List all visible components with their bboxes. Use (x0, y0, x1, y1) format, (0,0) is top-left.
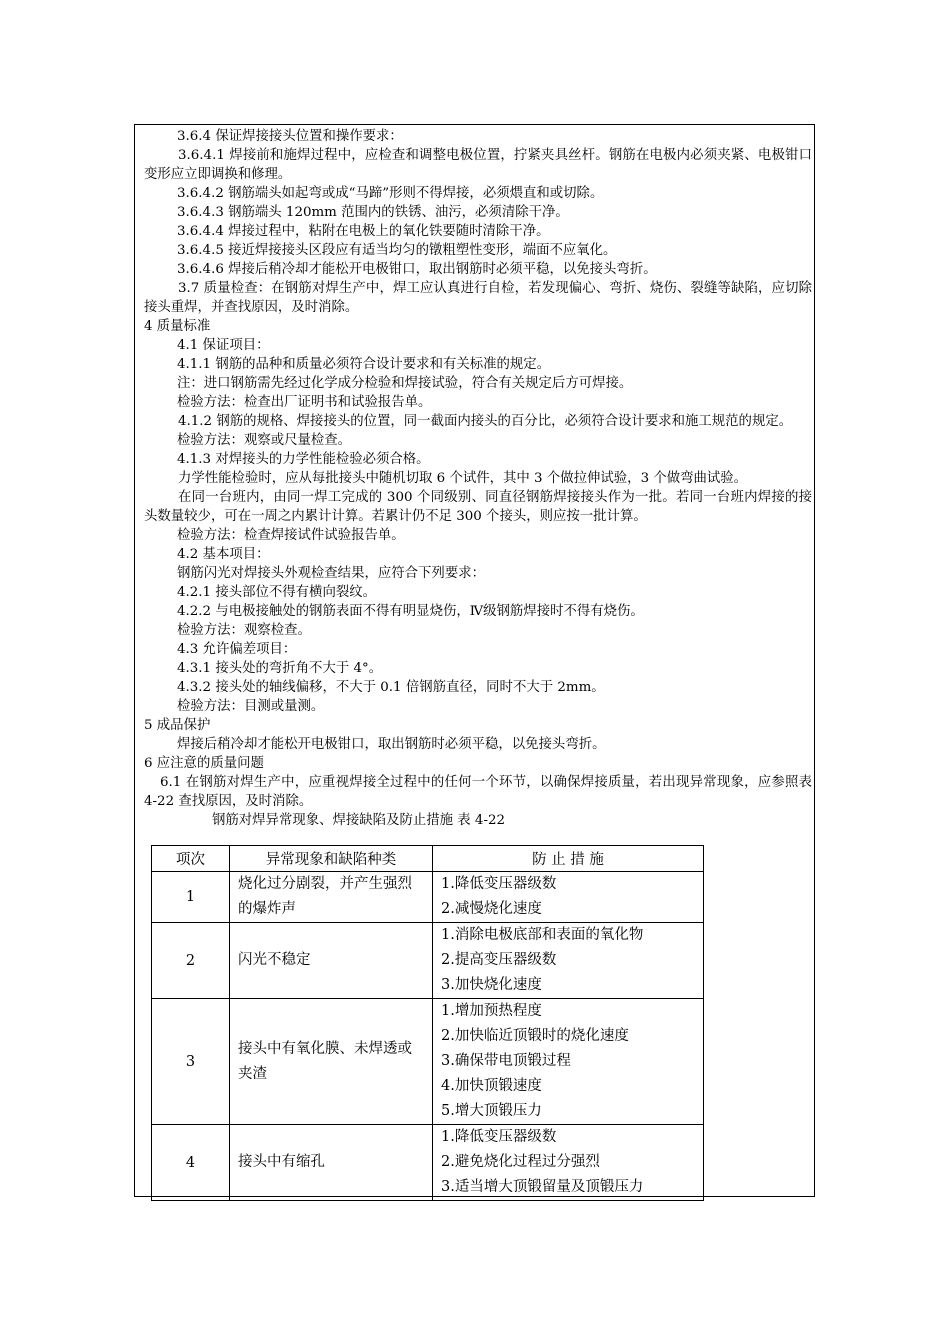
measure-item: 2.加快临近顶锻时的烧化速度 (441, 1028, 629, 1044)
abnormal-description: 接头中有氧化膜、未焊透或夹渣 (230, 999, 433, 1125)
measure-item: 3.确保带电顶锻过程 (441, 1053, 571, 1069)
measure-item: 1.消除电极底部和表面的氧化物 (441, 927, 644, 943)
paragraph: 力学性能检验时，应从每批接头中随机切取 6 个试件，其中 3 个做拉伸试验，3 个做弯曲试验。 (178, 471, 748, 486)
paragraph: 检验方法：观察检查。 (177, 623, 311, 638)
table-row (152, 999, 704, 1125)
paragraph: 4.3.1 接头处的弯折角不大于 4°。 (177, 661, 383, 676)
paragraph: 5 成品保护 (144, 718, 211, 733)
measure-item: 2.避免烧化过程过分强烈 (441, 1154, 600, 1170)
measure-item: 2.提高变压器级数 (441, 952, 557, 968)
header-abnormal: 异常现象和缺陷种类 (230, 846, 433, 872)
paragraph: 3.6.4.1 焊接前和施焊过程中，应检查和调整电极位置，拧紧夹具丝杆。钢筋在电极内必须夹紧、电极钳口变形应立即调换和修理。 (144, 148, 812, 182)
paragraph: 焊接后稍冷却才能松开电极钳口，取出钢筋时必须平稳，以免接头弯折。 (177, 737, 606, 752)
measure-item: 1.增加预热程度 (441, 1003, 542, 1019)
paragraph: 3.6.4.3 钢筋端头 120mm 范围内的铁锈、油污，必须清除干净。 (177, 205, 569, 220)
paragraph: 3.6.4 保证焊接接头位置和操作要求： (177, 129, 403, 144)
abnormal-description: 烧化过分剧裂，并产生强烈的爆炸声 (230, 872, 433, 923)
paragraph: 3.6.4.4 焊接过程中，粘附在电极上的氧化铁要随时清除干净。 (177, 224, 550, 239)
paragraph: 4.3 允许偏差项目： (177, 642, 297, 657)
table-caption: 钢筋对焊异常现象、焊接缺陷及防止措施 表 4-22 (212, 813, 506, 828)
text-block (144, 127, 812, 811)
measure-item: 2.减慢烧化速度 (441, 901, 542, 917)
measure-item: 1.降低变压器级数 (441, 876, 557, 892)
paragraph: 4.1 保证项目： (177, 338, 270, 353)
table-row (152, 872, 704, 923)
paragraph: 检验方法：目测或量测。 (177, 699, 325, 714)
paragraph: 4.1.3 对焊接头的力学性能检验必须合格。 (177, 452, 430, 467)
paragraph: 3.7 质量检查：在钢筋对焊生产中，焊工应认真进行自检，若发现偏心、弯折、烧伤、裂缝等缺陷，应切除接头重焊，并查找原因，及时消除。 (144, 281, 812, 315)
measures-cell (433, 872, 704, 923)
paragraph: 钢筋闪光对焊接头外观检查结果，应符合下列要求： (177, 566, 485, 581)
paragraph: 4.1.2 钢筋的规格、焊接接头的位置，同一截面内接头的百分比，必须符合设计要求和施工规范的规定。 (178, 414, 793, 429)
paragraph: 在同一台班内，由同一焊工完成的 300 个同级别、同直径钢筋焊接接头作为一批。若同一台班内焊接的接头数量较少，可在一周之内累计计算。若累计仍不足 300 个接头，则应按一批计算。 (144, 490, 812, 524)
paragraph: 4.3.2 接头处的轴线偏移，不大于 0.1 倍钢筋直径，同时不大于 2mm。 (177, 680, 605, 695)
row-number: 4 (152, 1125, 230, 1201)
paragraph: 3.6.4.5 接近焊接接头区段应有适当均匀的镦粗塑性变形，端面不应氧化。 (177, 243, 617, 258)
paragraph: 4.2.2 与电极接触处的钢筋表面不得有明显烧伤，Ⅳ级钢筋焊接时不得有烧伤。 (177, 604, 644, 619)
measure-item: 1.降低变压器级数 (441, 1129, 557, 1145)
row-number: 3 (152, 999, 230, 1125)
abnormal-description: 闪光不稳定 (230, 923, 433, 999)
abnormal-description: 接头中有缩孔 (230, 1125, 433, 1201)
table-header-row (152, 846, 704, 872)
measures-cell (433, 1125, 704, 1201)
measures-cell (433, 923, 704, 999)
table-row (152, 1125, 704, 1201)
paragraph: 3.6.4.6 焊接后稍冷却才能松开电极钳口，取出钢筋时必须平稳，以免接头弯折。 (177, 262, 657, 277)
paragraph: 检验方法：检查焊接试件试验报告单。 (177, 528, 405, 543)
paragraph: 检验方法：检查出厂证明书和试验报告单。 (177, 395, 432, 410)
measure-item: 5.增大顶锻压力 (441, 1103, 542, 1119)
row-number: 2 (152, 923, 230, 999)
paragraph: 6.1 在钢筋对焊生产中，应重视焊接全过程中的任何一个环节，以确保焊接质量，若出现异常现象，应参照表 4-22 查找原因，及时消除。 (144, 775, 812, 809)
measure-item: 3.适当增大顶锻留量及顶锻压力 (441, 1179, 644, 1195)
paragraph: 注：进口钢筋需先经过化学成分检验和焊接试验，符合有关规定后方可焊接。 (177, 376, 633, 391)
header-num: 项次 (152, 846, 230, 872)
paragraph: 6 应注意的质量问题 (144, 756, 264, 771)
paragraph: 4 质量标准 (144, 319, 211, 334)
paragraph: 4.2 基本项目： (177, 547, 270, 562)
paragraph: 4.1.1 钢筋的品种和质量必须符合设计要求和有关标准的规定。 (177, 357, 551, 372)
header-measures: 防 止 措 施 (433, 846, 704, 872)
table-row (152, 923, 704, 999)
measure-item: 3.加快烧化速度 (441, 977, 542, 993)
paragraph: 检验方法：观察或尺量检查。 (177, 433, 352, 448)
measure-item: 4.加快顶锻速度 (441, 1078, 542, 1094)
row-number: 1 (152, 872, 230, 923)
measures-cell (433, 999, 704, 1125)
paragraph: 3.6.4.2 钢筋端头如起弯或成“马蹄”形则不得焊接，必须煨直和或切除。 (177, 186, 604, 201)
defects-table (151, 845, 704, 1201)
paragraph: 4.2.1 接头部位不得有横向裂纹。 (177, 585, 377, 600)
document-body (144, 127, 812, 830)
